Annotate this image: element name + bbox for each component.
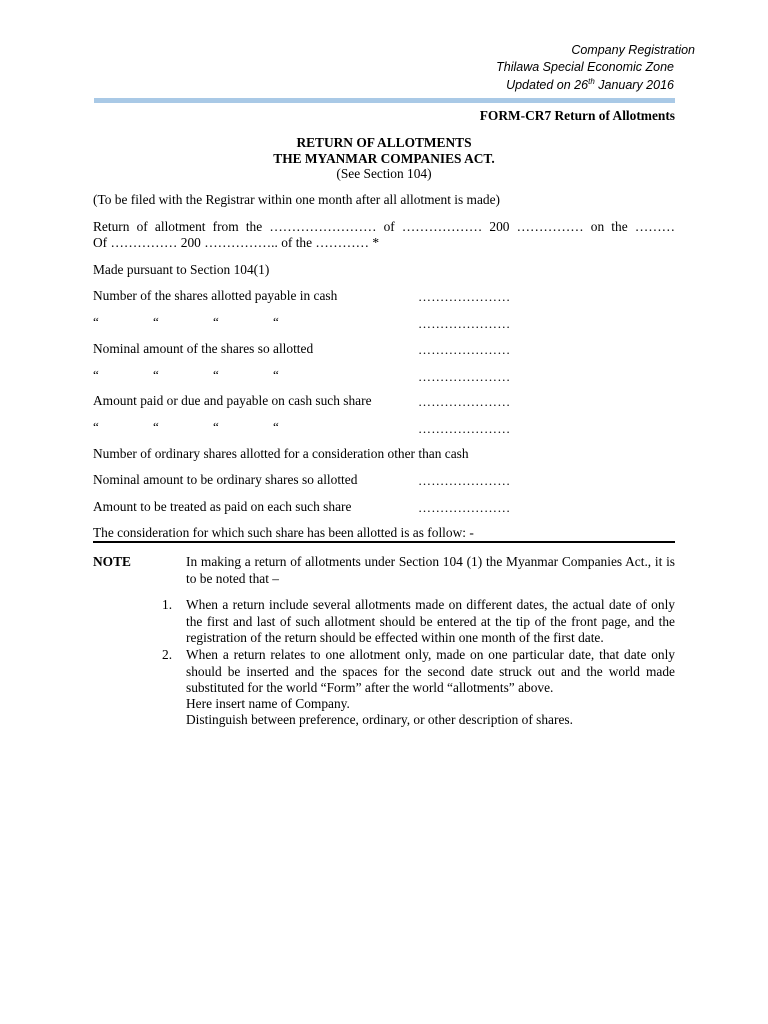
ditto-mark: “ [153, 367, 159, 382]
note-line-company-name: Here insert name of Company. [186, 696, 350, 711]
ditto-mark: “ [153, 314, 159, 329]
ditto-mark: “ [273, 314, 279, 329]
field-cash-shares-2[interactable]: ………………… [418, 316, 511, 331]
field-cash-shares[interactable]: ………………… [418, 289, 511, 304]
ditto-mark: “ [213, 367, 219, 382]
field-nominal-amount[interactable]: ………………… [418, 342, 511, 357]
note-label: NOTE [93, 554, 131, 569]
ditto-mark: “ [273, 367, 279, 382]
note-intro: In making a return of allotments under Section 104 (1) the Myanmar Companies Act., it is to be noted that – [186, 554, 675, 586]
note-item-1: When a return include several allotments made on different dates, the actual date of only the first and last of such allotment should be entered at the tip of the front page, and the registration of the return should be effected within one month of the first date. [186, 597, 675, 645]
instruction-text: (To be filed with the Registrar within one month after all allotment is made) [93, 192, 500, 207]
header-updated-post: January 2016 [594, 78, 674, 93]
field-amount-paid-2[interactable]: ………………… [418, 421, 511, 436]
label-cash-shares: Number of the shares allotted payable in cash [93, 288, 338, 303]
ditto-mark: “ [153, 419, 159, 434]
header-company-registration: Company Registration [571, 43, 695, 57]
header-updated-pre: Updated on 26 [506, 78, 589, 93]
ditto-mark: “ [93, 367, 99, 382]
note-item-2-number: 2. [162, 647, 173, 662]
section-divider [93, 541, 675, 543]
ditto-mark: “ [93, 314, 99, 329]
ditto-mark: “ [273, 419, 279, 434]
title-section: (See Section 104) [336, 166, 432, 181]
field-nominal-amount-2[interactable]: ………………… [418, 369, 511, 384]
ditto-mark: “ [213, 419, 219, 434]
header-updated [506, 77, 674, 92]
label-treated-paid: Amount to be treated as paid on each such share [93, 499, 352, 514]
label-consideration: The consideration for which such share has been allotted is as follow: - [93, 525, 474, 540]
label-ordinary-shares: Number of ordinary shares allotted for a consideration other than cash [93, 446, 469, 461]
ditto-mark: “ [93, 419, 99, 434]
header-divider [94, 98, 675, 103]
title-return-of-allotments: RETURN OF ALLOTMENTS [296, 135, 472, 150]
return-line-2: Of …………… 200 …………….. of the ………… * [93, 235, 380, 250]
label-amount-paid: Amount paid or due and payable on cash such share [93, 393, 372, 408]
header-zone: Thilawa Special Economic Zone [496, 60, 674, 74]
label-nominal-amount: Nominal amount of the shares so allotted [93, 341, 314, 356]
field-amount-paid[interactable]: ………………… [418, 394, 511, 409]
note-item-2: When a return relates to one allotment only, made on one particular date, that date only should be inserted and the spaces for the second date struck out and the world made substituted for the world “Form” after the world “allotments” above. [186, 647, 675, 695]
field-treated-paid[interactable]: ………………… [418, 500, 511, 515]
header-updated-sup: th [588, 77, 595, 86]
note-item-1-number: 1. [162, 597, 173, 612]
made-pursuant: Made pursuant to Section 104(1) [93, 262, 270, 277]
form-code: FORM-CR7 Return of Allotments [479, 108, 675, 123]
ditto-mark: “ [213, 314, 219, 329]
title-companies-act: THE MYANMAR COMPANIES ACT. [273, 151, 495, 166]
return-line-1: Return of allotment from the …………………… of ……………… 200 …………… on the ……… [93, 219, 675, 234]
note-line-distinguish: Distinguish between preference, ordinary, or other description of shares. [186, 712, 573, 727]
label-nominal-ordinary: Nominal amount to be ordinary shares so allotted [93, 472, 358, 487]
field-nominal-ordinary[interactable]: ………………… [418, 473, 511, 488]
